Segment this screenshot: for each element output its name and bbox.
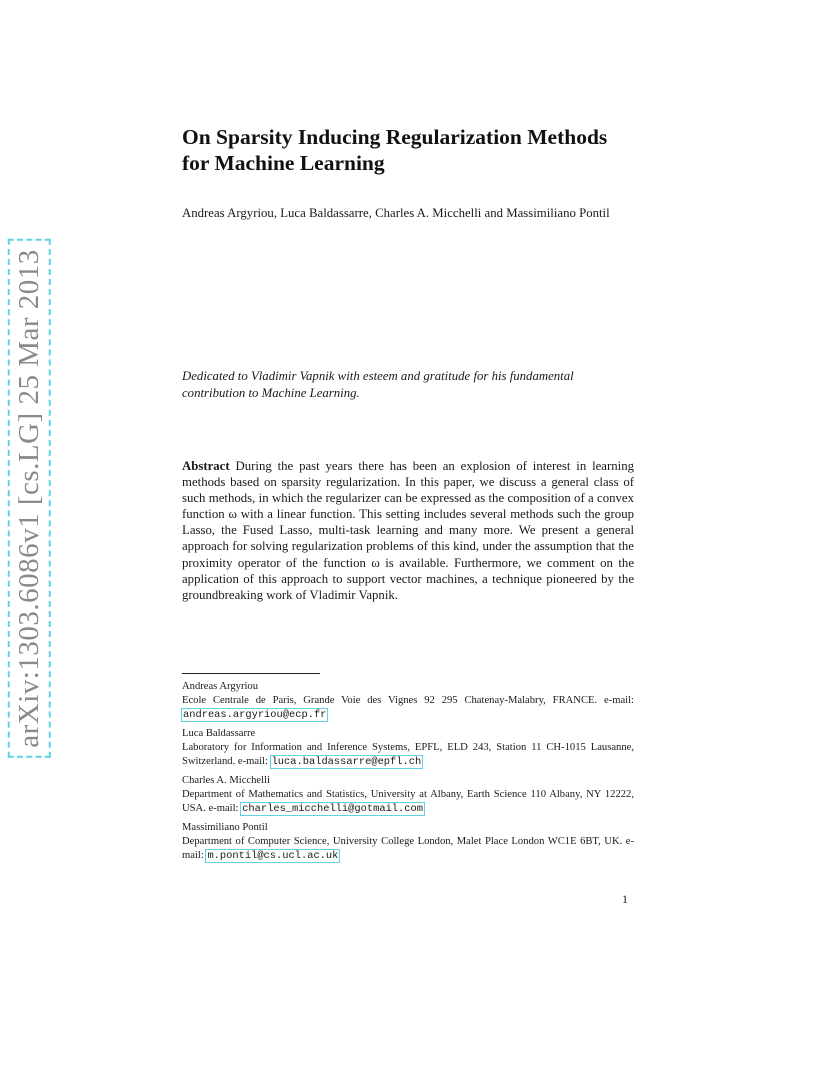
title-line-1: On Sparsity Inducing Regularization Methods — [182, 125, 608, 149]
author-list: Andreas Argyriou, Luca Baldassarre, Charles A. Micchelli and Massimiliano Pontil — [182, 206, 610, 220]
affiliation-baldassarre — [182, 727, 634, 769]
email-link[interactable]: luca.baldassarre@epfl.ch — [271, 756, 422, 768]
dedication: Dedicated to Vladimir Vapnik with esteem and gratitude for his fundamental contribution to Machine Learning. — [182, 369, 574, 400]
page-number: 1 — [622, 892, 628, 906]
affiliations — [182, 680, 634, 868]
affiliation-address-text: Laboratory for Information and Inference Systems, EPFL, ELD 243, Station 11 CH-1015 Lausanne, Switzerland. e-mail: — [182, 742, 634, 767]
affiliation-address — [182, 788, 634, 816]
affiliation-address — [182, 835, 634, 863]
affiliation-pontil — [182, 821, 634, 863]
abstract-label: Abstract — [182, 459, 230, 473]
email-link[interactable]: charles_micchelli@gotmail.com — [242, 803, 423, 815]
abstract — [182, 458, 634, 603]
affiliation-name: Luca Baldassarre — [182, 728, 256, 739]
affiliation-argyriou — [182, 680, 634, 722]
paper-title — [182, 124, 642, 176]
arxiv-stamp[interactable] — [6, 248, 52, 748]
abstract-text: During the past years there has been an explosion of interest in learning methods based on sparsity regularization. In this paper, we discuss a general class of such methods, in which the regularizer can be expressed as the composition of a convex function ω with a linear function. This setting includes several methods such the group Lasso, the Fused Lasso, multi-task learning and many more. We present a general approach for solving regularization problems of this kind, under the assumption that the proximity operator of the function ω is available. Furthermore, we comment on the application of this approach to support vector machines, a technique pioneered by the groundbreaking work of Vladimir Vapnik. — [182, 459, 635, 602]
affiliation-address — [182, 694, 634, 722]
email-link[interactable]: andreas.argyriou@ecp.fr — [183, 709, 327, 721]
affiliation-micchelli — [182, 774, 634, 816]
affiliation-name: Andreas Argyriou — [182, 681, 259, 692]
affiliation-name: Massimiliano Pontil — [182, 822, 268, 833]
footnote-rule — [182, 673, 320, 674]
title-line-2: for Machine Learning — [182, 151, 385, 175]
affiliation-address-text: Department of Computer Science, University College London, Malet Place London WC1E 6BT, UK. e-mail: — [182, 836, 634, 861]
affiliation-name: Charles A. Micchelli — [182, 775, 270, 786]
affiliation-address-text: Department of Mathematics and Statistics, University at Albany, Earth Science 110 Albany, NY 12222, USA. e-mail: — [182, 789, 634, 814]
affiliation-address-text: Ecole Centrale de Paris, Grande Voie des Vignes 92 295 Chatenay-Malabry, FRANCE. e-mail: — [182, 695, 634, 706]
email-link[interactable]: m.pontil@cs.ucl.ac.uk — [207, 850, 339, 862]
affiliation-address — [182, 741, 634, 769]
arxiv-stamp-text[interactable]: arXiv:1303.6086v1 [cs.LG] 25 Mar 2013 — [12, 243, 47, 754]
